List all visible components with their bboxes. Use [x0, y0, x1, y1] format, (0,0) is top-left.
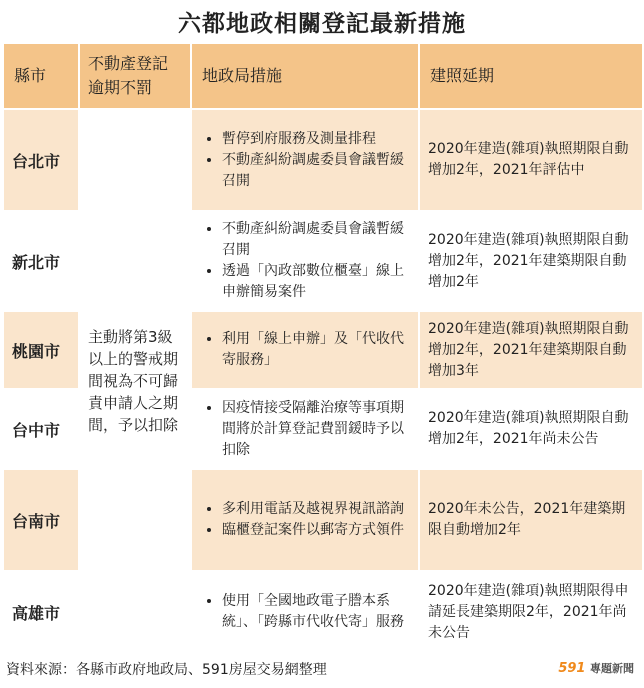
city-cell: 台南市	[3, 469, 79, 571]
permit-cell: 2020年建造(雜項)執照期限自動增加2年，2021年評估中	[419, 109, 643, 211]
header-penalty-text: 不動產登記 逾期不罰	[88, 54, 169, 97]
permit-cell: 2020年建造(雜項)執照期限自動增加2年，2021年建築期限自動增加3年	[419, 311, 643, 389]
permit-cell: 2020年建造(雜項)執照期限自動增加2年，2021年建築期限自動增加2年	[419, 211, 643, 311]
source-note: 資料來源：各縣市政府地政局、591房屋交易網整理	[6, 662, 327, 678]
measure-item: • 因疫情接受隔離治療等事項期間將於計算登記費罰鍰時予以扣除	[222, 398, 414, 461]
measures-table	[2, 42, 644, 654]
page-title: 六都地政相關登記最新措施	[178, 11, 466, 37]
measure-item: • 不動產糾紛調處委員會議暫緩召開	[222, 150, 414, 192]
permit-cell: 2020年建造(雜項)執照期限得申請延長建築期限2年，2021年尚未公告	[419, 571, 643, 653]
measures-cell	[191, 311, 419, 389]
brand-text: 專題新聞	[590, 662, 634, 675]
measure-item: • 臨櫃登記案件以郵寄方式領件	[222, 520, 414, 541]
city-cell: 新北市	[3, 211, 79, 311]
city-cell: 台北市	[3, 109, 79, 211]
measures-cell	[191, 571, 419, 653]
penalty-cell: 主動將第3級以上的警戒期間視為不可歸責申請人之期間，予以扣除	[79, 109, 191, 653]
header-measures: 地政局措施	[191, 43, 419, 109]
permit-cell: 2020年未公告，2021年建築期限自動增加2年	[419, 469, 643, 571]
measure-item: • 多利用電話及越視界視訊諮詢	[222, 499, 414, 520]
measures-cell	[191, 469, 419, 571]
measure-item: • 透過「內政部數位櫃臺」線上申辦簡易案件	[222, 261, 414, 303]
city-cell: 高雄市	[3, 571, 79, 653]
header-penalty	[79, 43, 191, 109]
measure-item: • 暫停到府服務及測量排程	[222, 129, 414, 150]
measure-item: • 使用「全國地政電子謄本系統」、「跨縣市代收代寄」服務	[222, 591, 414, 633]
header-permit: 建照延期	[419, 43, 643, 109]
measures-cell	[191, 389, 419, 469]
brand-logo	[558, 660, 634, 676]
city-cell: 桃園市	[3, 311, 79, 389]
measure-item: • 利用「線上申辦」及「代收代寄服務」	[222, 329, 414, 371]
brand-number: 591	[558, 661, 586, 676]
header-city: 縣市	[3, 43, 79, 109]
city-cell: 台中市	[3, 389, 79, 469]
measures-cell	[191, 109, 419, 211]
measures-cell	[191, 211, 419, 311]
table-row	[3, 109, 643, 211]
header-row	[3, 43, 643, 109]
measure-item: • 不動產糾紛調處委員會議暫緩召開	[222, 219, 414, 261]
permit-cell: 2020年建造(雜項)執照期限自動增加2年，2021年尚未公告	[419, 389, 643, 469]
